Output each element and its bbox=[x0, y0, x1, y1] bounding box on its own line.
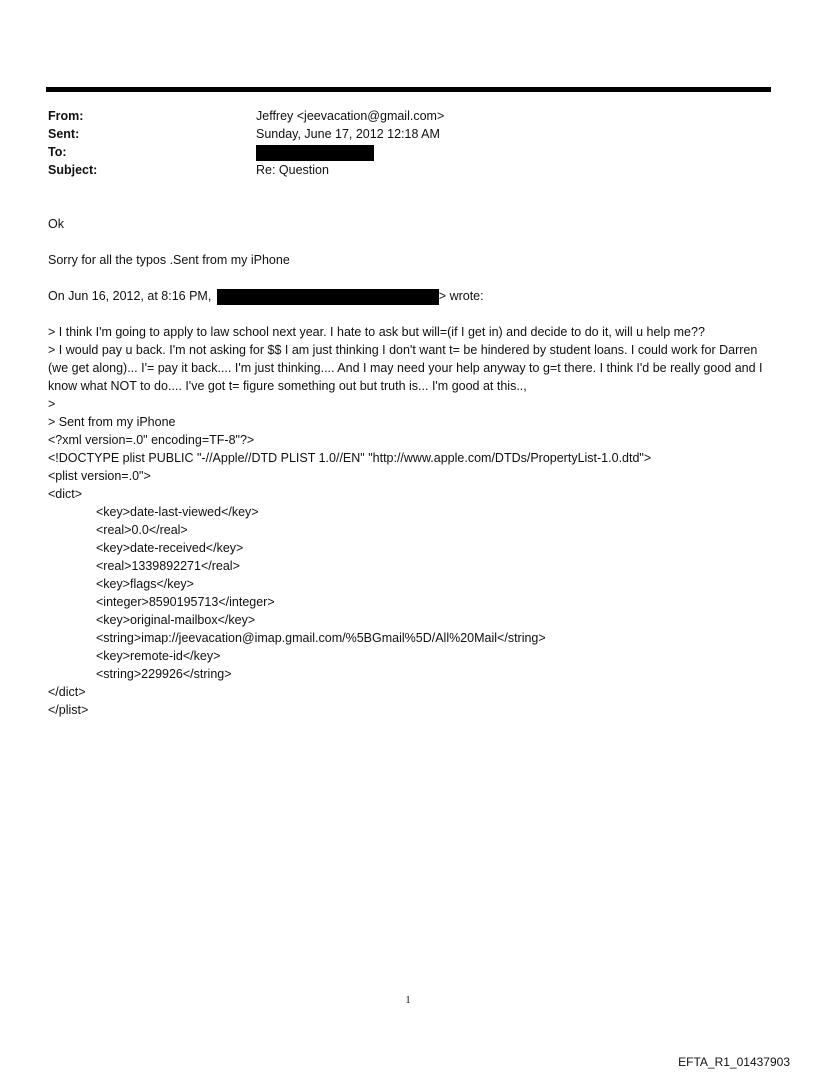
xml-line: <!DOCTYPE plist PUBLIC "-//Apple//DTD PLIST 1.0//EN" "http://www.apple.com/DTDs/PropertyList-1.0.dtd"> bbox=[48, 451, 652, 465]
email-header bbox=[48, 107, 768, 179]
quoted-line-3: > bbox=[48, 397, 56, 411]
xml-indented-line: <key>remote-id</key> bbox=[96, 649, 221, 663]
wrote-line bbox=[48, 287, 778, 305]
xml-indented-line: <key>date-last-viewed</key> bbox=[96, 505, 259, 519]
to-row bbox=[48, 143, 768, 161]
xml-indented-line: <real>0.0</real> bbox=[96, 523, 188, 537]
body-line-sorry: Sorry for all the typos .Sent from my iPhone bbox=[48, 253, 290, 267]
quoted-line-4: > Sent from my iPhone bbox=[48, 415, 176, 429]
xml-indented-line: <integer>8590195713</integer> bbox=[96, 595, 275, 609]
xml-line: <?xml version=.0" encoding=TF-8"?> bbox=[48, 433, 255, 447]
xml-line: <dict> bbox=[48, 487, 83, 501]
page-number: 1 bbox=[405, 994, 411, 1006]
sent-row bbox=[48, 125, 768, 143]
sent-label: Sent: bbox=[48, 127, 80, 141]
from-value: Jeffrey <jeevacation@gmail.com> bbox=[256, 109, 445, 123]
subject-value: Re: Question bbox=[256, 163, 329, 177]
to-label: To: bbox=[48, 145, 67, 159]
body-line-ok: Ok bbox=[48, 217, 64, 231]
xml-close-line: </plist> bbox=[48, 703, 89, 717]
document-id: EFTA_R1_01437903 bbox=[678, 1055, 790, 1069]
to-redaction bbox=[256, 145, 374, 161]
xml-indented-line: <key>flags</key> bbox=[96, 577, 194, 591]
quoted-line-2: > I would pay u back. I'm not asking for $$ I am just thinking I don't want t= be hindered by student loans. I could work for Darren (we get along)... I'= pay it back.... I'm just thinking.... And I may need your help anyway to g=t there. I think I'd be really good and I know what NOT to do.... I've got t= figure something out but truth is... I'm good at this.., bbox=[48, 343, 763, 393]
subject-row bbox=[48, 161, 768, 179]
wrote-suffix: > wrote: bbox=[438, 289, 484, 303]
xml-indented-line: <real>1339892271</real> bbox=[96, 559, 240, 573]
quoted-line-1: > I think I'm going to apply to law school next year. I hate to ask but will=(if I get in) and decide to do it, will u help me?? bbox=[48, 325, 705, 339]
xml-close-line: </dict> bbox=[48, 685, 86, 699]
from-row bbox=[48, 107, 768, 125]
wrote-prefix: On Jun 16, 2012, at 8:16 PM, bbox=[48, 289, 212, 303]
sent-value: Sunday, June 17, 2012 12:18 AM bbox=[256, 127, 440, 141]
xml-line: <plist version=.0"> bbox=[48, 469, 151, 483]
email-body bbox=[48, 215, 778, 719]
subject-label: Subject: bbox=[48, 163, 98, 177]
xml-indented-line: <key>date-received</key> bbox=[96, 541, 244, 555]
xml-indented-line: <string>imap://jeevacation@imap.gmail.com/%5BGmail%5D/All%20Mail</string> bbox=[96, 631, 546, 645]
xml-indented-line: <string>229926</string> bbox=[96, 667, 232, 681]
xml-indented-line: <key>original-mailbox</key> bbox=[96, 613, 256, 627]
header-rule bbox=[46, 87, 771, 92]
sender-redaction bbox=[217, 289, 439, 305]
from-label: From: bbox=[48, 109, 84, 123]
